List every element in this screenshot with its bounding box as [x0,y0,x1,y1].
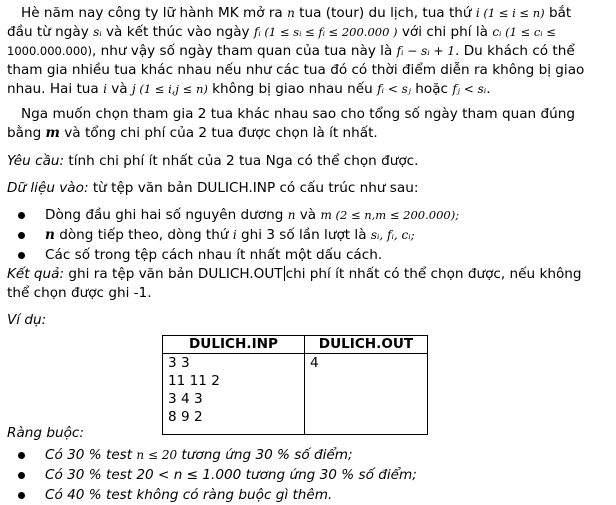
input-file-content [163,354,305,435]
example-table [162,335,428,435]
input-line: 8 9 2 [168,409,203,425]
output-file-header: DULICH.OUT [305,336,428,354]
output-line: 4 [310,355,319,371]
input-heading: Dữ liệu vào: từ tệp văn bản DULICH.INP có cấu trúc như sau: [7,180,419,196]
list-item: Dòng đầu ghi hai số nguyên dương n và m (2 ≤ n,m ≤ 200.000); [7,205,607,225]
output-file-content [305,354,428,435]
input-line: 3 4 3 [168,391,203,407]
constraints-bullets [7,445,607,505]
intro-paragraph: Hè năm nay công ty lữ hành MK mở ra n tua (tour) du lịch, tua thứ i (1 ≤ i ≤ n) bắt đầu từ ngày sᵢ và kết thúc vào ngày fᵢ (1 ≤ sᵢ ≤ fᵢ ≤ 200.000 ) với chi phí là cᵢ (1 ≤ cᵢ ≤ 1000.000.000), như vậy số ngày tham quan của tua này là fᵢ − sᵢ + 1. Du khách có thể tham gia nhiều tua khác nhau nếu như các tua đó có thời điểm diễn ra không bị giao nhau. Hai tua i và j (1 ≤ i,j ≤ n) không bị giao nhau nếu fᵢ < sⱼ hoặc fⱼ < sᵢ. [7,5,585,97]
list-item: Có 40 % test không có ràng buộc gì thêm. [7,485,607,505]
input-line: 11 11 2 [168,373,220,389]
list-item: Có 30 % test 20 < n ≤ 1.000 tương ứng 30 % số điểm; [7,465,607,485]
list-item: Có 30 % test n ≤ 20 tương ứng 30 % số điểm; [7,445,607,465]
list-item: n dòng tiếp theo, dòng thứ i ghi 3 số lần lượt là sᵢ, fᵢ, cᵢ; [7,225,607,245]
constraints-label: Ràng buộc: [7,425,84,441]
example-label: Ví dụ: [7,312,47,328]
list-item: Các số trong tệp cách nhau ít nhất một dấu cách. [7,245,607,265]
input-file-header: DULICH.INP [163,336,305,354]
input-line: 3 3 [168,355,190,371]
requirement-line: Yêu cầu: tính chi phí ít nhất của 2 tua Nga có thể chọn được. [7,153,419,169]
output-paragraph: Kết quả: ghi ra tệp văn bản DULICH.OUT chi phí ít nhất có thể chọn được, nếu không thể chọn được ghi -1. [7,266,582,301]
text-cursor [284,266,285,281]
input-bullets [7,205,607,265]
goal-paragraph: Nga muốn chọn tham gia 2 tua khác nhau sao cho tổng số ngày tham quan đúng bằng m và tổng chi phí của 2 tua được chọn là ít nhất. [7,106,575,141]
